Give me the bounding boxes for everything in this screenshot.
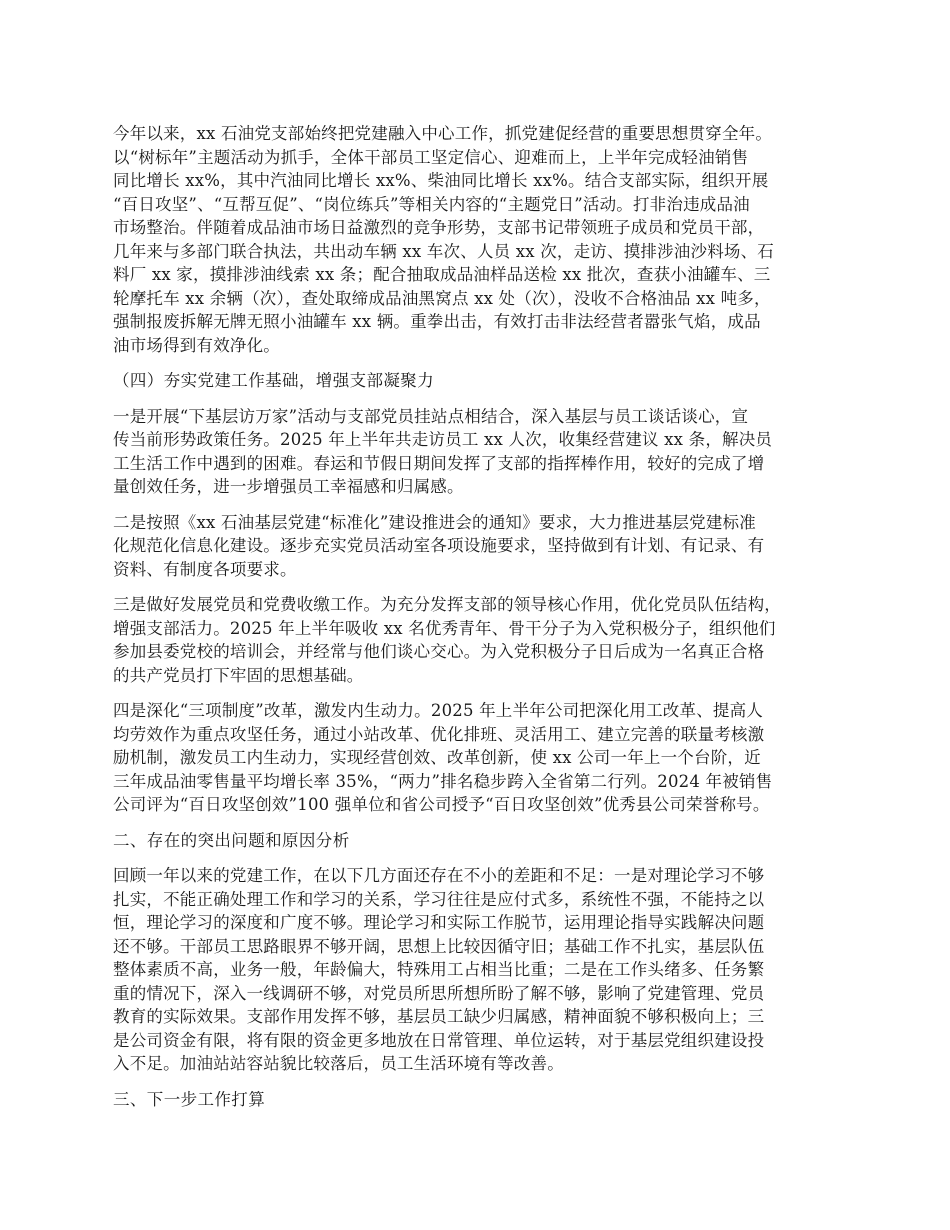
text-line: 励机制，激发员工内生动力，实现经营创效、改革创新，使 xx 公司一年上一个台阶，近 bbox=[113, 748, 761, 767]
text-line: 四是深化“三项制度”改革，激发内生动力。2025 年上半年公司把深化用工改革、提高人 bbox=[113, 701, 764, 720]
text-line: “百日攻坚”、“互帮互促”、“岗位练兵”等相关内容的“主题党日”活动。打非治违成品油 bbox=[113, 194, 750, 214]
text-line: 增强支部活力。2025 年上半年吸收 xx 名优秀青年、骨干分子为入党积极分子，组织他们 bbox=[113, 618, 776, 638]
paragraph-intro bbox=[113, 122, 843, 357]
text-line: 均劳效作为重点攻坚任务，通过小站改革、优化排班、灵活用工、建立完善的联量考核激 bbox=[113, 724, 765, 744]
paragraph-standardization bbox=[113, 511, 843, 582]
text-line: 公司评为“百日攻坚创效”100 强单位和省公司授予“百日攻坚创效”优秀县公司荣誉称号。 bbox=[113, 795, 770, 814]
text-line: 油市场得到有效净化。 bbox=[113, 335, 280, 355]
text-line: 以“树标年”主题活动为抓手，全体干部员工坚定信心、迎难而上，上半年完成轻油销售 bbox=[113, 147, 749, 167]
text-line: 参加县委党校的培训会，并经常与他们谈心交心。为入党积极分子日后成为一名真正合格 bbox=[113, 642, 765, 661]
text-line: 是公司资金有限，将有限的资金更多地放在日常管理、单位运转，对于基层党组织建设投 bbox=[113, 1030, 765, 1050]
text-line: 整体素质不高，业务一般，年龄偏大，特殊用工占相当比重；二是在工作头绪多、任务繁 bbox=[113, 960, 765, 979]
section-heading-4: （四）夯实党建工作基础，增强支部凝聚力 bbox=[113, 371, 435, 390]
text-line: 二是按照《xx 石油基层党建“标准化”建设推进会的通知》要求，大力推进基层党建标准 bbox=[113, 512, 756, 532]
text-line: 的共产党员打下牢固的思想基础。 bbox=[113, 665, 364, 685]
text-line: 一是开展“下基层访万家”活动与支部党员挂站点相结合，深入基层与员工谈话谈心，宣 bbox=[113, 406, 749, 426]
text-line: 工生活工作中遇到的困难。春运和节假日期间发挥了支部的指挥棒作用，较好的完成了增 bbox=[113, 453, 765, 473]
text-line: 还不够。干部员工思路眼界不够开阔，思想上比较因循守旧；基础工作不扎实，基层队伍 bbox=[113, 936, 765, 956]
text-line: 三年成品油零售量平均增长率 35%，“两力”排名稳步跨入全省第二行列。2024 年被销售 bbox=[113, 771, 773, 791]
paragraph-reform bbox=[113, 699, 843, 817]
paragraph-problems bbox=[113, 864, 843, 1076]
text-line: 入不足。加油站站容站貌比较落后，员工生活环境有等改善。 bbox=[113, 1054, 564, 1073]
text-line: 市场整治。伴随着成品油市场日益激烈的竞争形势，支部书记带领班子成员和党员干部， bbox=[113, 218, 765, 237]
text-line: 今年以来，xx 石油党支部始终把党建融入中心工作，抓党建促经营的重要思想贯穿全年。 bbox=[113, 124, 773, 143]
paragraph-party-members bbox=[113, 593, 843, 687]
text-line: 教育的实际效果。支部作用发挥不够，基层员工缺少归属感，精神面貌不够积极向上；三 bbox=[113, 1007, 765, 1026]
text-line: 三是做好发展党员和党费收缴工作。为充分发挥支部的领导核心作用，优化党员队伍结构， bbox=[113, 595, 781, 614]
text-line: 几年来与多部门联合执法，共出动车辆 xx 车次、人员 xx 次，走访、摸排涉油沙料场、石 bbox=[113, 241, 775, 261]
text-line: 资料、有制度各项要求。 bbox=[113, 559, 297, 579]
text-line: 轮摩托车 xx 余辆（次），查处取缔成品油黑窝点 xx 处（次），没收不合格油品 xx 吨多， bbox=[113, 288, 771, 308]
text-line: 扎实，不能正确处理工作和学习的关系，学习往往是应付式多，系统性不强，不能持之以 bbox=[113, 889, 765, 909]
document-page bbox=[113, 122, 843, 1123]
text-line: 重的情况下，深入一线调研不够，对党员所思所想所盼了解不够，影响了党建管理、党员 bbox=[113, 983, 765, 1003]
text-line: 强制报废拆解无牌无照小油罐车 xx 辆。重拳出击，有效打击非法经营者嚣张气焰，成品 bbox=[113, 312, 761, 331]
section-heading-next-steps: 三、下一步工作打算 bbox=[113, 1089, 266, 1109]
text-line: 量创效任务，进一步增强员工幸福感和归属感。 bbox=[113, 477, 464, 496]
text-line: 传当前形势政策任务。2025 年上半年共走访员工 xx 人次，收集经营建议 xx 条，解决员 bbox=[113, 430, 773, 449]
text-line: 同比增长 xx%，其中汽油同比增长 xx%、柴油同比增长 xx%。结合支部实际，组织开展 bbox=[113, 171, 769, 190]
text-line: 料厂 xx 家，摸排涉油线索 xx 条；配合抽取成品油样品送检 xx 批次，查获小油罐车、三 bbox=[113, 265, 771, 284]
text-line: 化规范化信息化建设。逐步充实党员活动室各项设施要求，坚持做到有计划、有记录、有 bbox=[113, 536, 765, 555]
text-line: 回顾一年以来的党建工作，在以下几方面还存在不小的差距和不足：一是对理论学习不够 bbox=[113, 866, 765, 885]
paragraph-visits bbox=[113, 405, 843, 499]
text-line: 恒，理论学习的深度和广度不够。理论学习和实际工作脱节，运用理论指导实践解决问题 bbox=[113, 913, 765, 932]
section-heading-problems: 二、存在的突出问题和原因分析 bbox=[113, 830, 350, 850]
